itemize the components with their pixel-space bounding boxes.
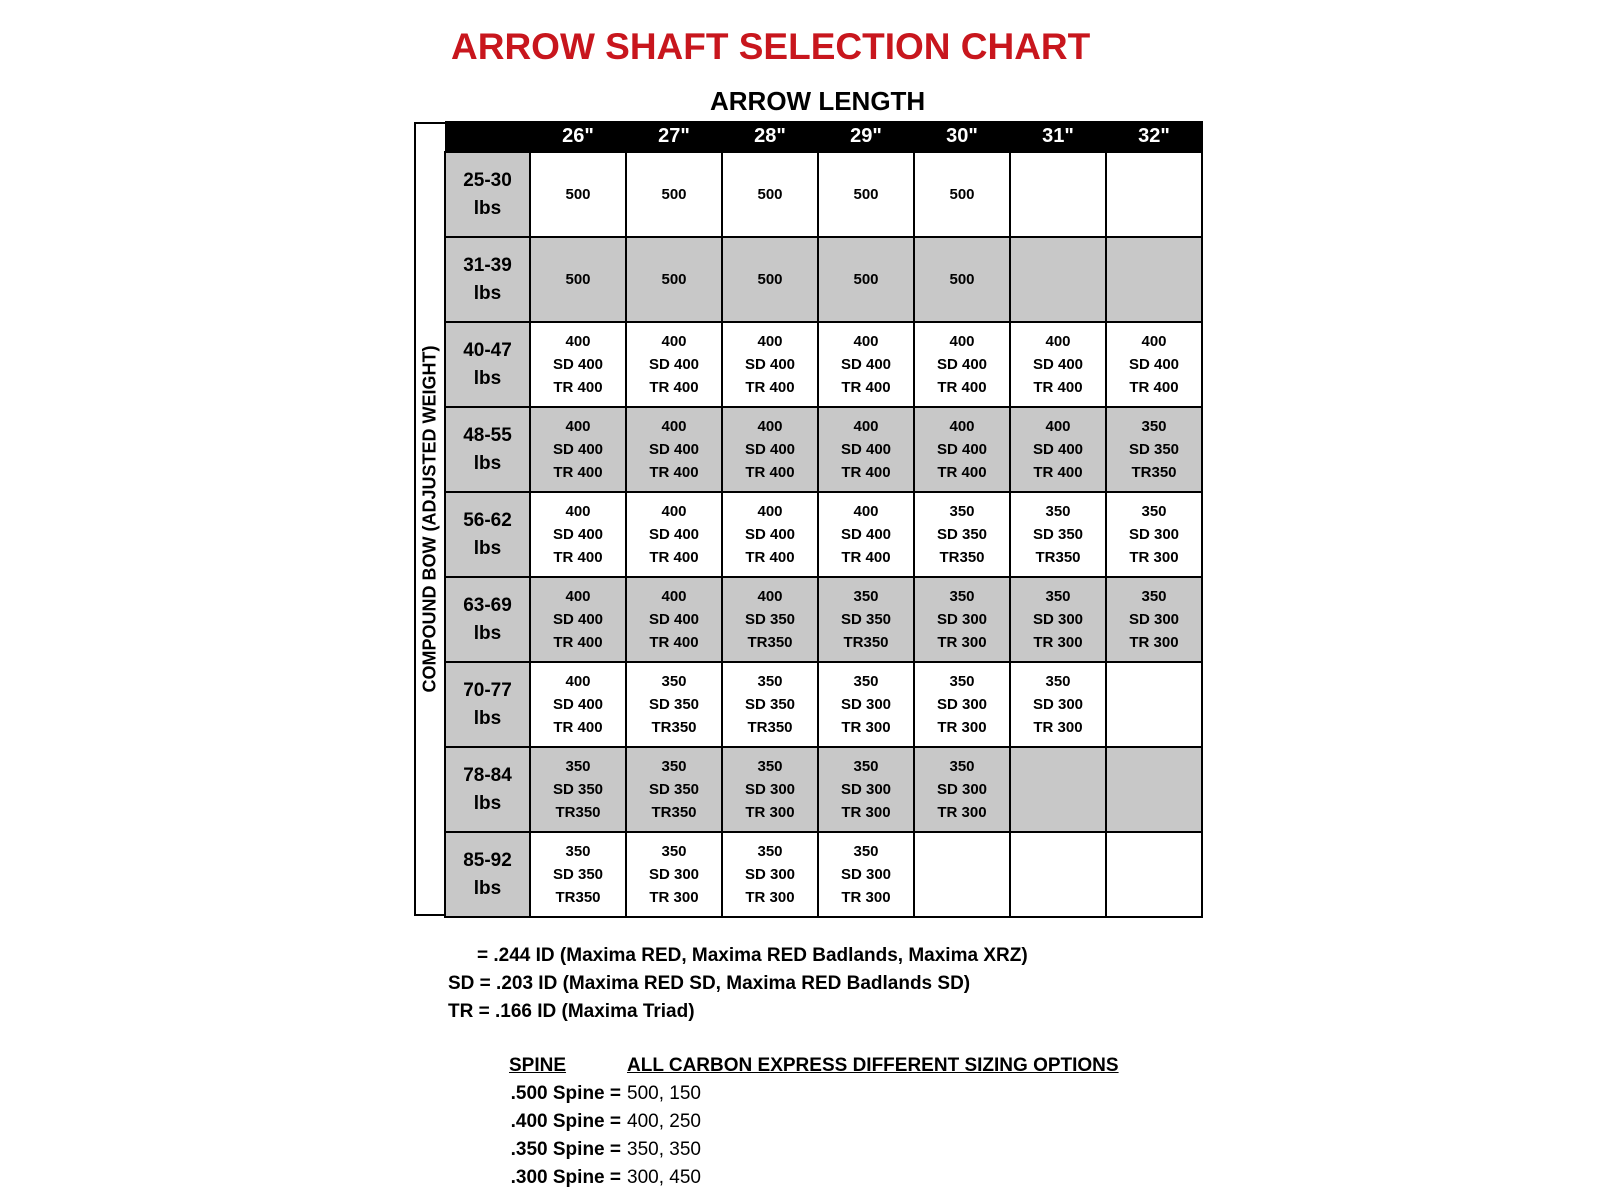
shaft-spine-text: 350 <box>853 843 879 860</box>
shaft-cell <box>1106 662 1202 747</box>
shaft-cell <box>722 747 818 832</box>
shaft-spine-text: SD 400 <box>936 356 988 373</box>
shaft-cell <box>1106 152 1202 237</box>
shaft-spine-text: SD 400 <box>840 526 892 543</box>
shaft-spine-text: SD 350 <box>744 611 796 628</box>
shaft-spine-text: 500 <box>565 186 591 203</box>
shaft-cell <box>626 747 722 832</box>
shaft-spine-text: 400 <box>565 503 591 520</box>
weight-range-cell <box>445 577 530 662</box>
shaft-spine-text: SD 300 <box>840 866 892 883</box>
length-header-cell: 31" <box>1010 122 1106 153</box>
spine-row-label: .300 Spine = <box>510 1167 621 1188</box>
shaft-spine-text: SD 400 <box>552 356 604 373</box>
weight-range-text: 56-62 <box>463 509 512 531</box>
shaft-cell <box>1106 492 1202 577</box>
shaft-spine-text: TR 400 <box>937 379 987 396</box>
spine-row-value: 300, 450 <box>627 1167 701 1188</box>
shaft-cell <box>626 237 722 322</box>
shaft-spine-text: TR 400 <box>841 464 891 481</box>
shaft-cell <box>914 237 1010 322</box>
shaft-cell <box>530 237 626 322</box>
shaft-spine-text: SD 400 <box>936 441 988 458</box>
weight-range-cell <box>445 407 530 492</box>
spine-row <box>509 1164 1119 1192</box>
shaft-spine-text: TR 400 <box>553 379 603 396</box>
shaft-spine-text: 500 <box>853 186 879 203</box>
shaft-spine-text: 400 <box>661 503 687 520</box>
shaft-spine-text: TR350 <box>939 549 985 566</box>
table-row <box>445 577 1202 662</box>
weight-range-text: 31-39 <box>463 254 512 276</box>
shaft-spine-text: TR350 <box>747 719 793 736</box>
shaft-cell <box>530 152 626 237</box>
weight-range-cell <box>445 492 530 577</box>
shaft-spine-text: 350 <box>949 673 975 690</box>
shaft-spine-text: TR350 <box>651 719 697 736</box>
shaft-cell <box>914 747 1010 832</box>
shaft-cell <box>530 407 626 492</box>
shaft-spine-text: 400 <box>757 503 783 520</box>
shaft-spine-text: TR 400 <box>649 634 699 651</box>
shaft-spine-text: SD 300 <box>744 781 796 798</box>
shaft-spine-text: TR350 <box>555 804 601 821</box>
shaft-cell <box>626 152 722 237</box>
weight-range-text: 48-55 <box>463 424 512 446</box>
shaft-spine-text: 500 <box>661 271 687 288</box>
shaft-cell <box>722 407 818 492</box>
shaft-spine-text: TR350 <box>651 804 697 821</box>
shaft-spine-text: 400 <box>1045 418 1071 435</box>
spine-sizing-table <box>509 1052 1119 1192</box>
shaft-spine-text: 350 <box>1045 503 1071 520</box>
weight-range-text: lbs <box>473 197 502 219</box>
side-axis-label: COMPOUND BOW (ADJUSTED WEIGHT) <box>419 345 440 693</box>
shaft-cell <box>1010 832 1106 917</box>
shaft-spine-text: TR 300 <box>841 719 891 736</box>
shaft-spine-text: 350 <box>565 758 591 775</box>
shaft-spine-text: 500 <box>565 271 591 288</box>
shaft-spine-text: TR 300 <box>649 889 699 906</box>
shaft-spine-text: SD 350 <box>936 526 988 543</box>
table-row <box>445 662 1202 747</box>
header-corner <box>445 122 530 153</box>
shaft-spine-text: SD 400 <box>744 441 796 458</box>
shaft-cell <box>914 832 1010 917</box>
weight-range-text: lbs <box>473 877 502 899</box>
spine-row <box>509 1108 1119 1136</box>
shaft-spine-text: TR350 <box>747 634 793 651</box>
length-header-cell: 27" <box>626 122 722 153</box>
spine-row-label: .500 Spine = <box>510 1083 621 1104</box>
table-row <box>445 407 1202 492</box>
table-row <box>445 237 1202 322</box>
weight-range-text: lbs <box>473 622 502 644</box>
shaft-spine-text: 350 <box>1141 418 1167 435</box>
shaft-spine-text: SD 300 <box>1032 611 1084 628</box>
shaft-spine-text: SD 300 <box>1128 526 1180 543</box>
shaft-spine-text: TR 400 <box>649 549 699 566</box>
shaft-cell <box>1106 832 1202 917</box>
shaft-cell <box>914 492 1010 577</box>
shaft-cell <box>914 322 1010 407</box>
shaft-spine-text: SD 300 <box>936 696 988 713</box>
spine-row-label: .400 Spine = <box>510 1111 621 1132</box>
shaft-cell <box>1106 747 1202 832</box>
shaft-spine-text: SD 350 <box>1032 526 1084 543</box>
shaft-spine-text: 400 <box>565 333 591 350</box>
shaft-spine-text: 350 <box>1141 503 1167 520</box>
shaft-spine-text: 350 <box>757 758 783 775</box>
shaft-cell <box>818 832 914 917</box>
weight-range-text: lbs <box>473 452 502 474</box>
weight-range-cell <box>445 832 530 917</box>
chart-title: ARROW SHAFT SELECTION CHART <box>451 26 1091 67</box>
shaft-spine-text: SD 400 <box>1032 356 1084 373</box>
shaft-cell <box>818 577 914 662</box>
shaft-spine-text: SD 300 <box>648 866 700 883</box>
shaft-spine-text: 350 <box>949 588 975 605</box>
shaft-spine-text: 500 <box>853 271 879 288</box>
shaft-cell <box>530 662 626 747</box>
shaft-spine-text: SD 400 <box>840 441 892 458</box>
shaft-spine-text: TR350 <box>843 634 889 651</box>
table-row <box>445 492 1202 577</box>
shaft-spine-text: TR 400 <box>1129 379 1179 396</box>
shaft-cell <box>722 237 818 322</box>
table-row <box>445 322 1202 407</box>
shaft-spine-text: 350 <box>661 843 687 860</box>
shaft-cell <box>818 747 914 832</box>
shaft-spine-text: 350 <box>1045 673 1071 690</box>
shaft-spine-text: SD 400 <box>840 356 892 373</box>
shaft-cell <box>722 832 818 917</box>
shaft-spine-text: TR 400 <box>937 464 987 481</box>
shaft-cell <box>530 832 626 917</box>
shaft-cell <box>626 407 722 492</box>
shaft-spine-text: TR 400 <box>745 464 795 481</box>
weight-range-text: lbs <box>473 792 502 814</box>
shaft-spine-text: SD 300 <box>936 611 988 628</box>
shaft-cell <box>626 832 722 917</box>
shaft-cell <box>722 152 818 237</box>
spine-row-label: .350 Spine = <box>510 1139 621 1160</box>
shaft-spine-text: 350 <box>661 673 687 690</box>
shaft-cell <box>818 152 914 237</box>
spine-row-value: 500, 150 <box>627 1083 701 1104</box>
shaft-spine-text: SD 350 <box>840 611 892 628</box>
length-header-row <box>445 122 1202 153</box>
shaft-cell <box>1010 237 1106 322</box>
shaft-spine-text: TR 400 <box>745 379 795 396</box>
shaft-cell <box>722 577 818 662</box>
shaft-spine-text: 400 <box>949 418 975 435</box>
shaft-spine-text: 400 <box>661 588 687 605</box>
shaft-cell <box>722 492 818 577</box>
shaft-spine-text: SD 300 <box>840 696 892 713</box>
shaft-spine-text: TR 300 <box>1033 719 1083 736</box>
shaft-spine-text: TR 300 <box>841 804 891 821</box>
shaft-spine-text: 350 <box>853 758 879 775</box>
shaft-spine-text: TR 300 <box>1033 634 1083 651</box>
shaft-cell <box>818 237 914 322</box>
shaft-cell <box>1010 747 1106 832</box>
shaft-spine-text: 350 <box>949 758 975 775</box>
shaft-spine-text: SD 300 <box>744 866 796 883</box>
shaft-spine-text: TR 400 <box>553 719 603 736</box>
shaft-spine-text: TR 300 <box>745 804 795 821</box>
length-header-cell: 26" <box>530 122 626 153</box>
shaft-spine-text: TR350 <box>1131 464 1177 481</box>
shaft-spine-text: SD 400 <box>744 356 796 373</box>
shaft-spine-text: TR 400 <box>1033 379 1083 396</box>
shaft-spine-text: TR 300 <box>1129 549 1179 566</box>
shaft-cell <box>530 747 626 832</box>
shaft-spine-text: SD 350 <box>552 781 604 798</box>
legend-line-standard: = .244 ID (Maxima RED, Maxima RED Badlands, Maxima XRZ) <box>477 945 1028 966</box>
shaft-spine-text: 500 <box>949 271 975 288</box>
spine-row <box>509 1080 1119 1108</box>
table-row <box>445 832 1202 917</box>
spine-row <box>509 1136 1119 1164</box>
weight-range-text: lbs <box>473 537 502 559</box>
shaft-spine-text: 350 <box>757 673 783 690</box>
shaft-spine-text: 500 <box>661 186 687 203</box>
weight-range-text: lbs <box>473 367 502 389</box>
shaft-spine-text: SD 300 <box>936 781 988 798</box>
weight-range-cell <box>445 747 530 832</box>
shaft-cell <box>1010 407 1106 492</box>
weight-range-text: lbs <box>473 282 502 304</box>
shaft-spine-text: SD 400 <box>552 611 604 628</box>
shaft-spine-text: SD 400 <box>1032 441 1084 458</box>
shaft-spine-text: SD 400 <box>552 526 604 543</box>
weight-range-text: 85-92 <box>463 849 512 871</box>
shaft-cell <box>1010 322 1106 407</box>
shaft-legend <box>448 942 1028 1026</box>
shaft-spine-text: 400 <box>757 588 783 605</box>
shaft-spine-text: TR 300 <box>745 889 795 906</box>
shaft-spine-text: 350 <box>949 503 975 520</box>
shaft-spine-text: 500 <box>949 186 975 203</box>
shaft-spine-text: 350 <box>853 673 879 690</box>
shaft-spine-text: TR 300 <box>937 634 987 651</box>
shaft-spine-text: SD 400 <box>552 696 604 713</box>
shaft-spine-text: SD 400 <box>648 526 700 543</box>
shaft-cell <box>914 152 1010 237</box>
shaft-spine-text: TR 400 <box>649 464 699 481</box>
shaft-spine-text: TR350 <box>555 889 601 906</box>
shaft-cell <box>626 577 722 662</box>
shaft-spine-text: TR 400 <box>553 464 603 481</box>
shaft-spine-text: 400 <box>1045 333 1071 350</box>
shaft-cell <box>914 407 1010 492</box>
shaft-cell <box>626 662 722 747</box>
shaft-spine-text: 350 <box>1141 588 1167 605</box>
shaft-cell <box>530 322 626 407</box>
shaft-cell <box>1106 237 1202 322</box>
weight-range-cell <box>445 237 530 322</box>
shaft-cell <box>722 662 818 747</box>
table-row <box>445 152 1202 237</box>
shaft-spine-text: SD 400 <box>552 441 604 458</box>
legend-line-tr: TR = .166 ID (Maxima Triad) <box>448 1001 695 1022</box>
shaft-cell <box>818 322 914 407</box>
shaft-spine-text: 400 <box>565 673 591 690</box>
shaft-spine-text: 400 <box>949 333 975 350</box>
weight-range-cell <box>445 322 530 407</box>
shaft-spine-text: TR 300 <box>937 804 987 821</box>
shaft-cell <box>1106 577 1202 662</box>
shaft-spine-text: TR 400 <box>745 549 795 566</box>
arrow-length-heading: ARROW LENGTH <box>710 86 926 116</box>
selection-table <box>444 121 1203 918</box>
shaft-cell <box>1106 322 1202 407</box>
shaft-cell <box>722 322 818 407</box>
shaft-cell <box>818 492 914 577</box>
weight-range-text: 25-30 <box>463 169 512 191</box>
shaft-spine-text: SD 300 <box>1032 696 1084 713</box>
shaft-spine-text: 400 <box>853 418 879 435</box>
shaft-cell <box>530 492 626 577</box>
shaft-spine-text: 350 <box>853 588 879 605</box>
spine-row-value: 350, 350 <box>627 1139 701 1160</box>
shaft-spine-text: TR 400 <box>553 634 603 651</box>
shaft-cell <box>1010 662 1106 747</box>
shaft-spine-text: TR 400 <box>649 379 699 396</box>
shaft-spine-text: 400 <box>565 588 591 605</box>
length-header-cell: 30" <box>914 122 1010 153</box>
shaft-spine-text: 400 <box>661 418 687 435</box>
shaft-cell <box>1010 577 1106 662</box>
weight-range-text: 70-77 <box>463 679 512 701</box>
spine-header-spine: SPINE <box>509 1055 567 1076</box>
shaft-cell <box>626 492 722 577</box>
weight-range-cell <box>445 662 530 747</box>
shaft-spine-text: TR350 <box>1035 549 1081 566</box>
shaft-spine-text: TR 400 <box>1033 464 1083 481</box>
shaft-cell <box>1106 407 1202 492</box>
shaft-cell <box>914 577 1010 662</box>
spine-header <box>509 1052 1119 1080</box>
shaft-spine-text: SD 350 <box>648 696 700 713</box>
shaft-cell <box>1010 152 1106 237</box>
shaft-spine-text: 500 <box>757 186 783 203</box>
weight-range-text: 78-84 <box>463 764 512 786</box>
length-header-cell: 29" <box>818 122 914 153</box>
shaft-spine-text: 400 <box>853 503 879 520</box>
shaft-cell <box>818 662 914 747</box>
shaft-spine-text: TR 400 <box>553 549 603 566</box>
shaft-spine-text: SD 400 <box>1128 356 1180 373</box>
shaft-spine-text: 350 <box>1045 588 1071 605</box>
shaft-cell <box>530 577 626 662</box>
shaft-spine-text: TR 400 <box>841 549 891 566</box>
shaft-spine-text: 350 <box>757 843 783 860</box>
weight-range-cell <box>445 152 530 237</box>
weight-range-text: 40-47 <box>463 339 512 361</box>
length-header-cell: 32" <box>1106 122 1202 153</box>
length-header-cell: 28" <box>722 122 818 153</box>
spine-header-options: ALL CARBON EXPRESS DIFFERENT SIZING OPTIONS <box>627 1055 1119 1076</box>
shaft-spine-text: 350 <box>661 758 687 775</box>
shaft-spine-text: TR 400 <box>841 379 891 396</box>
shaft-cell <box>914 662 1010 747</box>
shaft-spine-text: SD 350 <box>552 866 604 883</box>
shaft-spine-text: SD 400 <box>648 611 700 628</box>
spine-row-value: 400, 250 <box>627 1111 701 1132</box>
shaft-spine-text: 400 <box>565 418 591 435</box>
shaft-spine-text: 400 <box>853 333 879 350</box>
table-row <box>445 747 1202 832</box>
shaft-spine-text: TR 300 <box>1129 634 1179 651</box>
shaft-spine-text: SD 300 <box>1128 611 1180 628</box>
shaft-spine-text: SD 400 <box>648 356 700 373</box>
weight-range-text: 63-69 <box>463 594 512 616</box>
shaft-spine-text: SD 400 <box>744 526 796 543</box>
shaft-spine-text: 400 <box>1141 333 1167 350</box>
shaft-cell <box>818 407 914 492</box>
legend-line-sd: SD = .203 ID (Maxima RED SD, Maxima RED Badlands SD) <box>448 973 971 994</box>
shaft-spine-text: TR 300 <box>937 719 987 736</box>
shaft-spine-text: SD 300 <box>840 781 892 798</box>
shaft-spine-text: SD 350 <box>1128 441 1180 458</box>
shaft-spine-text: 400 <box>757 333 783 350</box>
shaft-spine-text: SD 400 <box>648 441 700 458</box>
shaft-spine-text: 400 <box>757 418 783 435</box>
shaft-spine-text: SD 350 <box>744 696 796 713</box>
shaft-spine-text: 500 <box>757 271 783 288</box>
shaft-spine-text: 350 <box>565 843 591 860</box>
shaft-spine-text: SD 350 <box>648 781 700 798</box>
shaft-cell <box>626 322 722 407</box>
shaft-cell <box>1010 492 1106 577</box>
shaft-spine-text: 400 <box>661 333 687 350</box>
weight-range-text: lbs <box>473 707 502 729</box>
shaft-spine-text: TR 300 <box>841 889 891 906</box>
